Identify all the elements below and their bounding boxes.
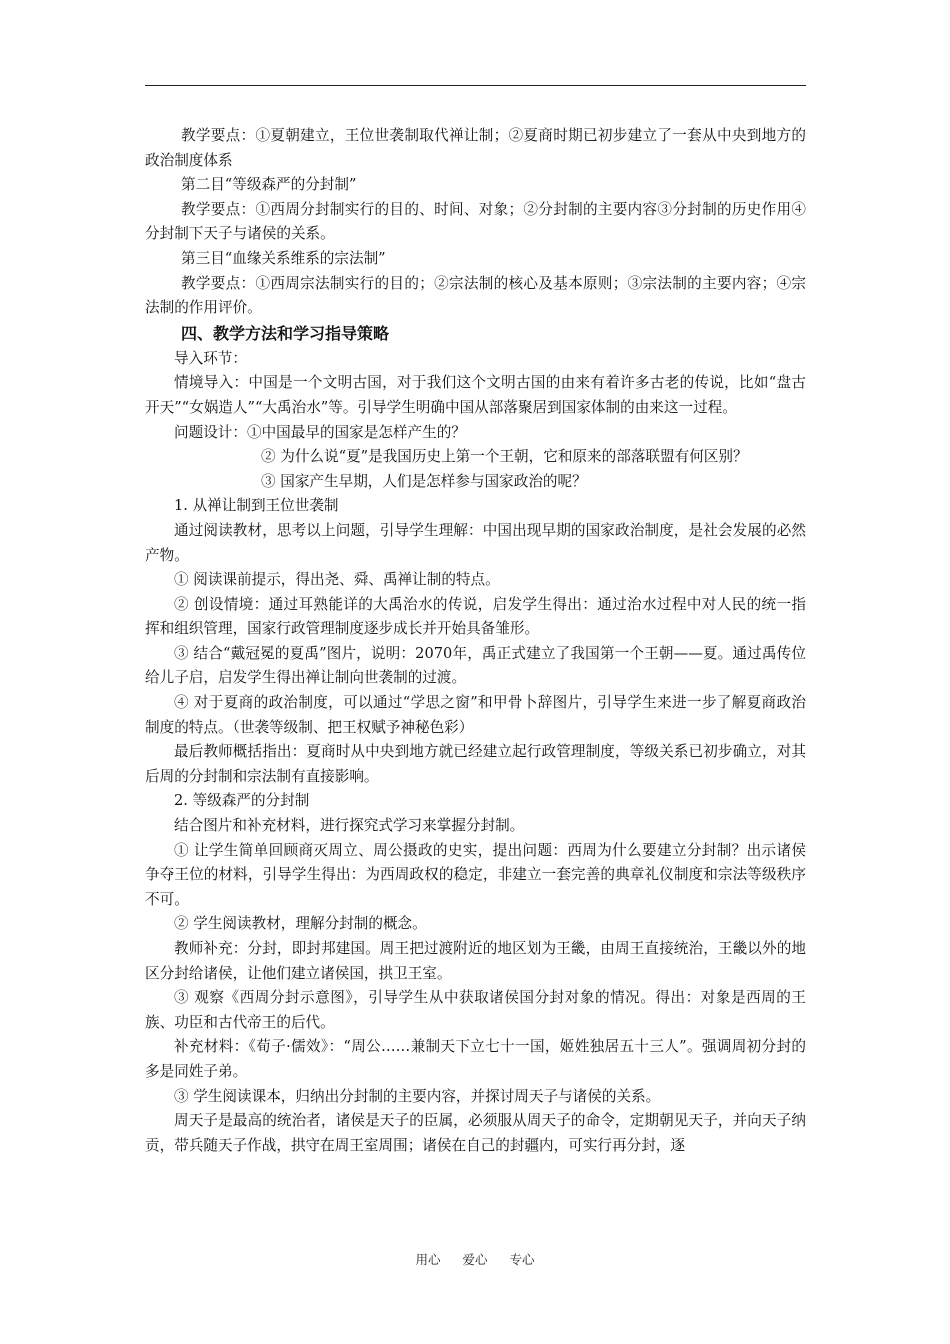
paragraph: ① 让学生简单回顾商灭周立、周公摄政的史实，提出问题：西周为什么要建立分封制？出示诸侯争夺王位的材料，引导学生得出：为西周政权的稳定，非建立一套完善的典章礼仪制度和宗法等级秩序不可。	[145, 841, 806, 908]
footer-text: 用心	[415, 1252, 441, 1267]
subsection-heading: 第三目“血缘关系维系的宗法制”	[181, 249, 386, 267]
paragraph: 结合图片和补充材料，进行探究式学习来掌握分封制。	[174, 817, 525, 835]
page-footer	[0, 1250, 950, 1268]
paragraph: ② 创设情境：通过耳熟能详的大禹治水的传说，启发学生得出：通过治水过程中对人民的统一指挥和组织管理，国家行政管理制度逐步成长并开始具备雏形。	[145, 595, 806, 638]
question-item: ② 为什么说“夏”是我国历史上第一个王朝，它和原来的部落联盟有何区别？	[261, 448, 748, 466]
numbered-heading: 2. 等级森严的分封制	[174, 792, 310, 810]
paragraph: ③ 结合“戴冠冕的夏禹”图片，说明：2070年，禹正式建立了我国第一个王朝——夏。通过禹传位给儿子启，启发学生得出禅让制向世袭制的过渡。	[145, 644, 806, 687]
footer-text: 爱心	[462, 1252, 488, 1267]
paragraph: ③ 学生阅读课本，归纳出分封制的主要内容，并探讨周天子与诸侯的关系。	[174, 1087, 661, 1105]
paragraph: 情境导入：中国是一个文明古国，对于我们这个文明古国的由来有着许多古老的传说，比如“盘古开天”“女娲造人”“大禹治水”等。引导学生明确中国从部落聚居到国家体制的由来这一过程。	[145, 374, 806, 416]
paragraph: 通过阅读教材，思考以上问题，引导学生理解：中国出现早期的国家政治制度，是社会发展的必然产物。	[145, 521, 806, 564]
numbered-heading: 1. 从禅让制到王位世袭制	[174, 497, 339, 515]
paragraph: 周天子是最高的统治者，诸侯是天子的臣属，必须服从周天子的命令，定期朝见天子，并向天子纳贡，带兵随天子作战，拱守在周王室周围；诸侯在自己的封疆内，可实行再分封，逐	[145, 1112, 806, 1154]
paragraph: ① 阅读课前提示，得出尧、舜、禹禅让制的特点。	[174, 571, 500, 589]
subsection-heading: 第二目“等级森严的分封制”	[181, 176, 357, 194]
paragraph: 教学要点：①西周宗法制实行的目的；②宗法制的核心及基本原则；③宗法制的主要内容；④宗法制的作用评价。	[145, 274, 806, 317]
paragraph: 补充材料：《荀子·儒效》：“周公……兼制天下立七十一国，姬姓独居五十三人”。强调周初分封的多是同姓子弟。	[145, 1038, 806, 1080]
footer-text: 专心	[509, 1252, 535, 1267]
paragraph: 最后教师概括指出：夏商时从中央到地方就已经建立起行政管理制度，等级关系已初步确立，对其后周的分封制和宗法制有直接影响。	[145, 743, 806, 785]
header-rule	[145, 85, 806, 86]
document-body	[145, 124, 806, 1158]
paragraph: ② 学生阅读教材，理解分封制的概念。	[174, 915, 427, 933]
paragraph: 教师补充：分封，即封邦建国。周王把过渡附近的地区划为王畿，由周王直接统治，王畿以外的地区分封给诸侯，让他们建立诸侯国，拱卫王室。	[145, 940, 806, 982]
paragraph: ③ 观察《西周分封示意图》，引导学生从中获取诸侯国分封对象的情况。得出：对象是西周的王族、功臣和古代帝王的后代。	[145, 989, 806, 1031]
question-item: 问题设计：①中国最早的国家是怎样产生的？	[174, 423, 466, 441]
paragraph: 教学要点：①夏朝建立，王位世袭制取代禅让制；②夏商时期已初步建立了一套从中央到地方的政治制度体系	[145, 127, 806, 169]
paragraph: 导入环节：	[174, 349, 247, 367]
section-heading: 四、教学方法和学习指导策略	[181, 323, 390, 343]
question-item: ③ 国家产生早期，人们是怎样参与国家政治的呢？	[261, 472, 587, 490]
paragraph: ④ 对于夏商的政治制度，可以通过“学思之窗”和甲骨卜辞图片，引导学生来进一步了解夏商政治制度的特点。（世袭等级制、把王权赋予神秘色彩）	[145, 694, 806, 736]
paragraph: 教学要点：①西周分封制实行的目的、时间、对象；②分封制的主要内容③分封制的历史作用④分封制下天子与诸侯的关系。	[145, 200, 806, 243]
